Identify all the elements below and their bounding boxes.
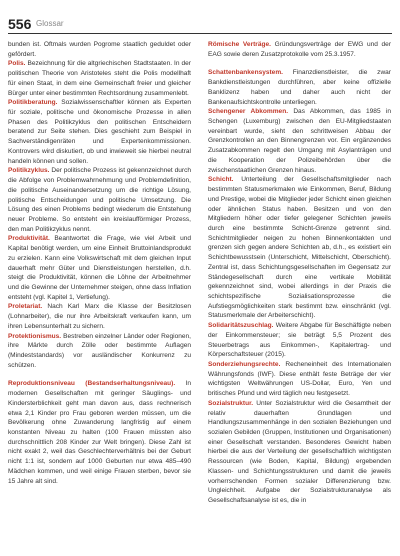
glossary-entry: Proletariat. Nach Karl Marx die Klasse der Besitzlosen (Lohnarbeiter), die nur ihre Arbeitskraft verkaufen kann, um ihren Lebensunterhalt zu sichern.	[8, 303, 191, 330]
page-header	[0, 0, 400, 34]
glossary-entry: Römische Verträge. Gründungsverträge der EWG und der EAG sowie deren Zusatzprotokolle vom 25.3.1957.	[208, 41, 392, 58]
glossary-entry: Politikberatung. Sozialwissenschaftler können als Experten für soziale, politische und ökonomische Prozesse in allen Phasen des Politikzyklus den politischen Entscheidern beratend zur Seite stehen. Dies geschieht zum Beispiel in Sachverständigenräten und Expertenkommissionen. Kontrovers wird diskutiert, ob und inwieweit sie hierbei neutral handeln können und sollen.	[8, 99, 191, 165]
glossary-entry: Schattenbankensystem. Finanzdienstleister, die zwar Bankdienstleistungen durchführen, aber keine offizielle Banklizenz haben und daher auch nicht der Bankenaufsichtskontrolle unterliegen.	[208, 69, 391, 106]
glossary-entry: Reproduktionsniveau (Bestandserhaltungsniveau). In modernen Gesellschaften mit geringer Säuglings- und Kindersterblichkeit geht man davon aus, dass rechnerisch etwa 2,1 Kinder pro Frau geboren werden müssen, um die Bevölkerung ohne Zuwanderung langfristig auf einem konstanten Niveau zu halten (100 Frauen müssten also durchschnittlich 208 Kinder zur Welt bringen). Diese Zahl ist nicht exakt 2, weil das Geschlechterverhältnis bei der Geburt nicht 1:1 ist, sondern auf 1000 Geburten nur etwa 485–490 Mädchen kommen, und weil einige Frauen sterben, bevor sie 15 Jahre alt sind.	[8, 380, 191, 485]
section-gap	[208, 59, 391, 68]
glossary-entry: Sonderziehungsrechte. Recheneinheit des Internationalen Währungsfonds (IWF). Diese enthält feste Beträge der vier wichtigsten Weltwährungen US-Dollar, Euro, Yen und britisches Pfund und wird täglich neu festgesetzt.	[208, 361, 391, 398]
glossary-entry: Produktivität. Beantwortet die Frage, wie viel Arbeit und Kapital benötigt werden, um eine Einheit Bruttoinlandsprodukt zu erzielen. Kann eine Volkswirtschaft mit dem gleichen Input dauerhaft mehr Güter und Dienstleistungen herstellen, d.h. steigt die Produktivität, können die Löhne der Arbeitnehmer und die Gewinne der Unternehmer steigen, ohne dass Inflation entsteht (vgl. Kapitel 1, Vertiefung).	[8, 235, 191, 301]
header-rule	[8, 33, 392, 34]
glossary-entry: Protektionismus. Bestreben einzelner Länder oder Regionen, ihre Märkte durch Zölle oder bestimmte Auflagen (Mindeststandards) vor ausländischer Konkurrenz zu schützen.	[8, 332, 191, 369]
glossary-entry: Schicht. Unterteilung der Gesellschaftsmitglieder nach bestimmten Statusmerkmalen wie Einkommen, Beruf, Bildung und Prestige, wobei die Mitglieder jeder Schicht einen gleichen oder ähnlichen Status haben. Besitzen und von den Mitgliedern höher oder tiefer gelegener Schichten jeweils durch eine bestimmte Schicht-Grenze getrennt sind. Schichtmitglieder neigen zu hohen Binnenkontakten und grenzen sich gegen andere Schichten ab, d.h., es existiert ein Schichtbewusstsein (Unterschicht, Mittelschicht, Oberschicht). Zentral ist, dass Schichtungsgesellschaften im Gegensatz zur Ständegesellschaft durch eine vertikale Mobilität gekennzeichnet sind, wobei allerdings in der Praxis die schichtspezifische Sozialisationsprozesse die Aufstiegsmöglichkeiten stark bestimmt bzw. einschränkt (vgl. Statusmerkmale der Arbeiterschicht).	[208, 176, 391, 320]
glossary-entry: bunden ist. Oftmals wurden Pogrome staatlich geduldet oder gefördert.	[8, 41, 191, 58]
section-label: Glossar	[36, 19, 64, 28]
glossary-entry: Politikzyklus. Der politische Prozess ist gekennzeichnet durch die Abfolge von Problemwahrnehmung und Problemdefinition, die politische Auseinandersetzung um die richtige Lösung, politische Entscheidungen und politische Umsetzung. Die Lösung des einen Problems bedingt wiederum die Entstehung neuer Probleme. So entsteht ein kreislaufförmiger Prozess, den man Politikzyklus nennt.	[8, 167, 191, 233]
right-column	[208, 40, 391, 506]
glossary-entry: Polis. Bezeichnung für die altgriechischen Stadtstaaten. In der politischen Theorie von Aristoteles steht die Polis modellhaft für einen Staat, in dem eine Gemeinschaft freier und gleicher Bürger unter einer bestimmten Rechtsordnung zusammenlebt.	[8, 60, 191, 97]
section-gap	[8, 370, 191, 379]
glossary-entry: Schengener Abkommen. Das Abkommen, das 1985 in Schengen (Luxemburg) zwischen den EU-Mitgliedstaaten vereinbart wurde, sieht den schrittweisen Abbau der Grenzkontrollen an den Binnengrenzen vor. Ein ergänzendes Zusatzabkommen regelt den Umgang mit Asylanträgen und die Kooperation der Polizeibehörden über die zwischenstaatlichen Grenzen hinaus.	[208, 108, 391, 174]
glossary-entry: Solidaritätszuschlag. Weitere Abgabe für Beschäftigte neben der Einkommensteuer; sie beträgt 5,5 Prozent des Steuerbetrags aus Einkommen-, Kapitalertrag- und Körperschaftsteuer (2015).	[208, 322, 391, 359]
left-column	[8, 40, 191, 486]
page-number: 556	[8, 16, 32, 32]
glossary-entry: Sozialstruktur. Unter Sozialstruktur wird die Gesamtheit der relativ dauerhaften Grundlagen und Handlungszusammenhänge in den sozialen Beziehungen und sozialen Gebilden (Gruppen, Institutionen und Organisationen) einer Gesellschaft verstanden. Besonderes Gewicht haben hierbei die aus der Verteilung der gesellschaftlich wichtigsten Ressourcen (wie Boden, Kapital, Bildung) ergebenden Klassen- und Schichtungsstrukturen und damit die jeweils vorherrschenden Formen sozialer Differenzierung bzw. Ungleichheit. Aufgabe der Sozialstrukturanalyse als Gesellschaftsanalyse ist es, die in	[208, 399, 391, 505]
